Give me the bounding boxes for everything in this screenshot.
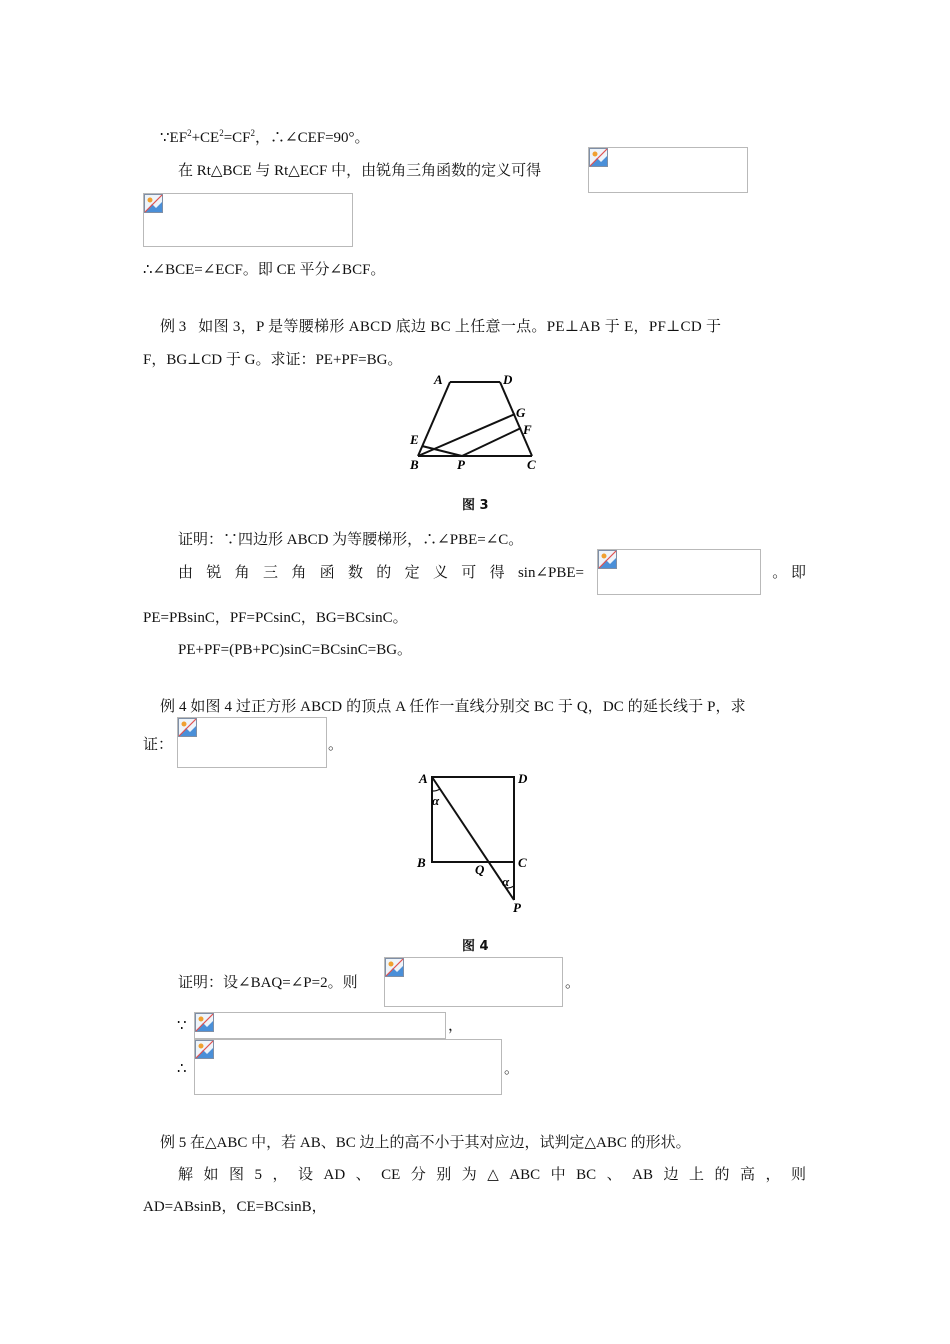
example-5-line-2 [178,1165,806,1185]
word: 如 [203,1167,219,1183]
label-G: G [516,405,526,420]
figure-4-square [405,765,545,920]
angle-arc-A [432,789,440,791]
label-C: C [527,457,536,472]
superscript: 2 [187,128,192,138]
label-B: B [417,855,426,870]
word: 则 [790,1167,806,1183]
word: 图 [229,1167,245,1183]
word: 中 [550,1167,566,1183]
proof-3-line-2 [178,563,596,583]
example-5-line-1: 例 5 在△ABC 中，若 AB、BC 边上的高不小于其对应边，试判定△ABC 的形状。 [160,1135,691,1151]
broken-image-icon [178,718,197,737]
char: 锐 [206,565,222,581]
char: 义 [432,565,448,581]
proof-4-line-3-start: ∴ [177,1061,187,1077]
proof-3-line-1: 证明：∵四边形 ABCD 为等腰梯形，∴∠PBE=∠C。 [178,532,524,548]
broken-image-icon [385,958,404,977]
superscript: 2 [250,128,256,138]
example-4-line-2-start: 证： [143,737,174,753]
word: CE [381,1167,401,1183]
text-line-3: ∴∠BCE=∠ECF。即 CE 平分∠BCF。 [143,262,386,278]
word: 、 [606,1167,622,1183]
example-4-line-2-end: 。 [328,737,344,753]
eq-part: ，∴∠CEF=90°。 [255,130,370,146]
example-text: 如图 3，P 是等腰梯形 ABCD 底边 BC 上任意一点。PE⊥AB 于 E，PF⊥CD 于 [198,319,722,335]
broken-image-icon [195,1040,214,1059]
word: ， [765,1167,781,1183]
char: 定 [404,565,420,581]
eq-part: ∵EF [160,130,188,146]
formula-image [597,549,761,595]
square-ABCD [432,777,514,862]
broken-image-icon [195,1013,214,1032]
sin-expression: sin∠PBE= [517,565,584,581]
word: 设 [297,1167,313,1183]
word: ， [272,1167,288,1183]
char: 函 [319,565,335,581]
word: 为 [461,1167,477,1183]
formula-image [177,717,327,768]
proof-4-line-2-start: ∵ [177,1018,187,1034]
example-4-line-1: 例 4 如图 4 过正方形 ABCD 的顶点 A 任作一直线分别交 BC 于 Q，DC 的延长线于 P，求 [160,699,746,715]
label-alpha-A: α [432,793,440,808]
figure-3-caption: 图 3 [462,498,489,513]
label-D: D [518,771,528,786]
word: AD [323,1167,346,1183]
char: 得 [489,565,505,581]
word: △ [487,1167,499,1183]
equation-line-1 [160,128,370,148]
word: 上 [688,1167,704,1183]
figure-3-trapezoid [400,368,550,478]
broken-image-icon [589,148,608,167]
proof-4-line-3-end: 。 [504,1061,520,1077]
proof-3-line-2-end: 。 即 [772,565,806,581]
word: 分 [410,1167,426,1183]
char: 可 [461,565,477,581]
word: 边 [663,1167,679,1183]
char: 角 [291,565,307,581]
char: 数 [347,565,363,581]
proof-4-line-1-end: 。 [565,975,581,991]
example-5-line-3: AD=ABsinB，CE=BCsinB， [143,1199,327,1215]
word: 5 [254,1167,262,1183]
broken-image-icon [598,550,617,569]
label-P: P [457,457,465,472]
label-A: A [419,771,428,786]
proof-4-line-2-end: ， [448,1018,464,1034]
eq-part: =CF [223,130,251,146]
word: 高 [739,1167,755,1183]
label-P: P [513,900,521,915]
label-alpha-P: α [502,874,510,889]
char: 三 [262,565,278,581]
word: 解 [178,1167,194,1183]
label-E: E [410,432,419,447]
label-F: F [523,422,532,437]
figure-4-caption: 图 4 [462,939,489,954]
example-label: 例 3 [160,319,187,335]
eq-part: +CE [191,130,220,146]
word: 的 [714,1167,730,1183]
label-C: C [518,855,527,870]
label-D: D [503,372,513,387]
example-3-line-2: F，BG⊥CD 于 G。求证：PE+PF=BG。 [143,352,403,368]
text-line-2: 在 Rt△BCE 与 Rt△ECF 中，由锐角三角函数的定义可得 [178,163,542,179]
char: 角 [234,565,250,581]
proof-3-line-3: PE=PBsinC，PF=PCsinC，BG=BCsinC。 [143,610,408,626]
proof-3-line-4: PE+PF=(PB+PC)sinC=BCsinC=BG。 [178,642,413,658]
char: 由 [178,565,194,581]
word: 、 [355,1167,371,1183]
formula-image [143,193,353,247]
superscript: 2 [219,128,224,138]
word: AB [632,1167,653,1183]
formula-image [194,1039,502,1095]
word: 别 [436,1167,452,1183]
label-B: B [410,457,419,472]
label-Q: Q [475,862,485,877]
char: 的 [376,565,392,581]
label-A: A [434,372,443,387]
formula-image [588,147,748,193]
word: ABC [509,1167,541,1183]
formula-image [384,957,563,1007]
formula-image [194,1012,446,1039]
word: BC [576,1167,597,1183]
broken-image-icon [144,194,163,213]
proof-4-line-1-start: 证明：设∠BAQ=∠P=2。则 [178,975,358,991]
example-3-line-1 [160,317,806,337]
